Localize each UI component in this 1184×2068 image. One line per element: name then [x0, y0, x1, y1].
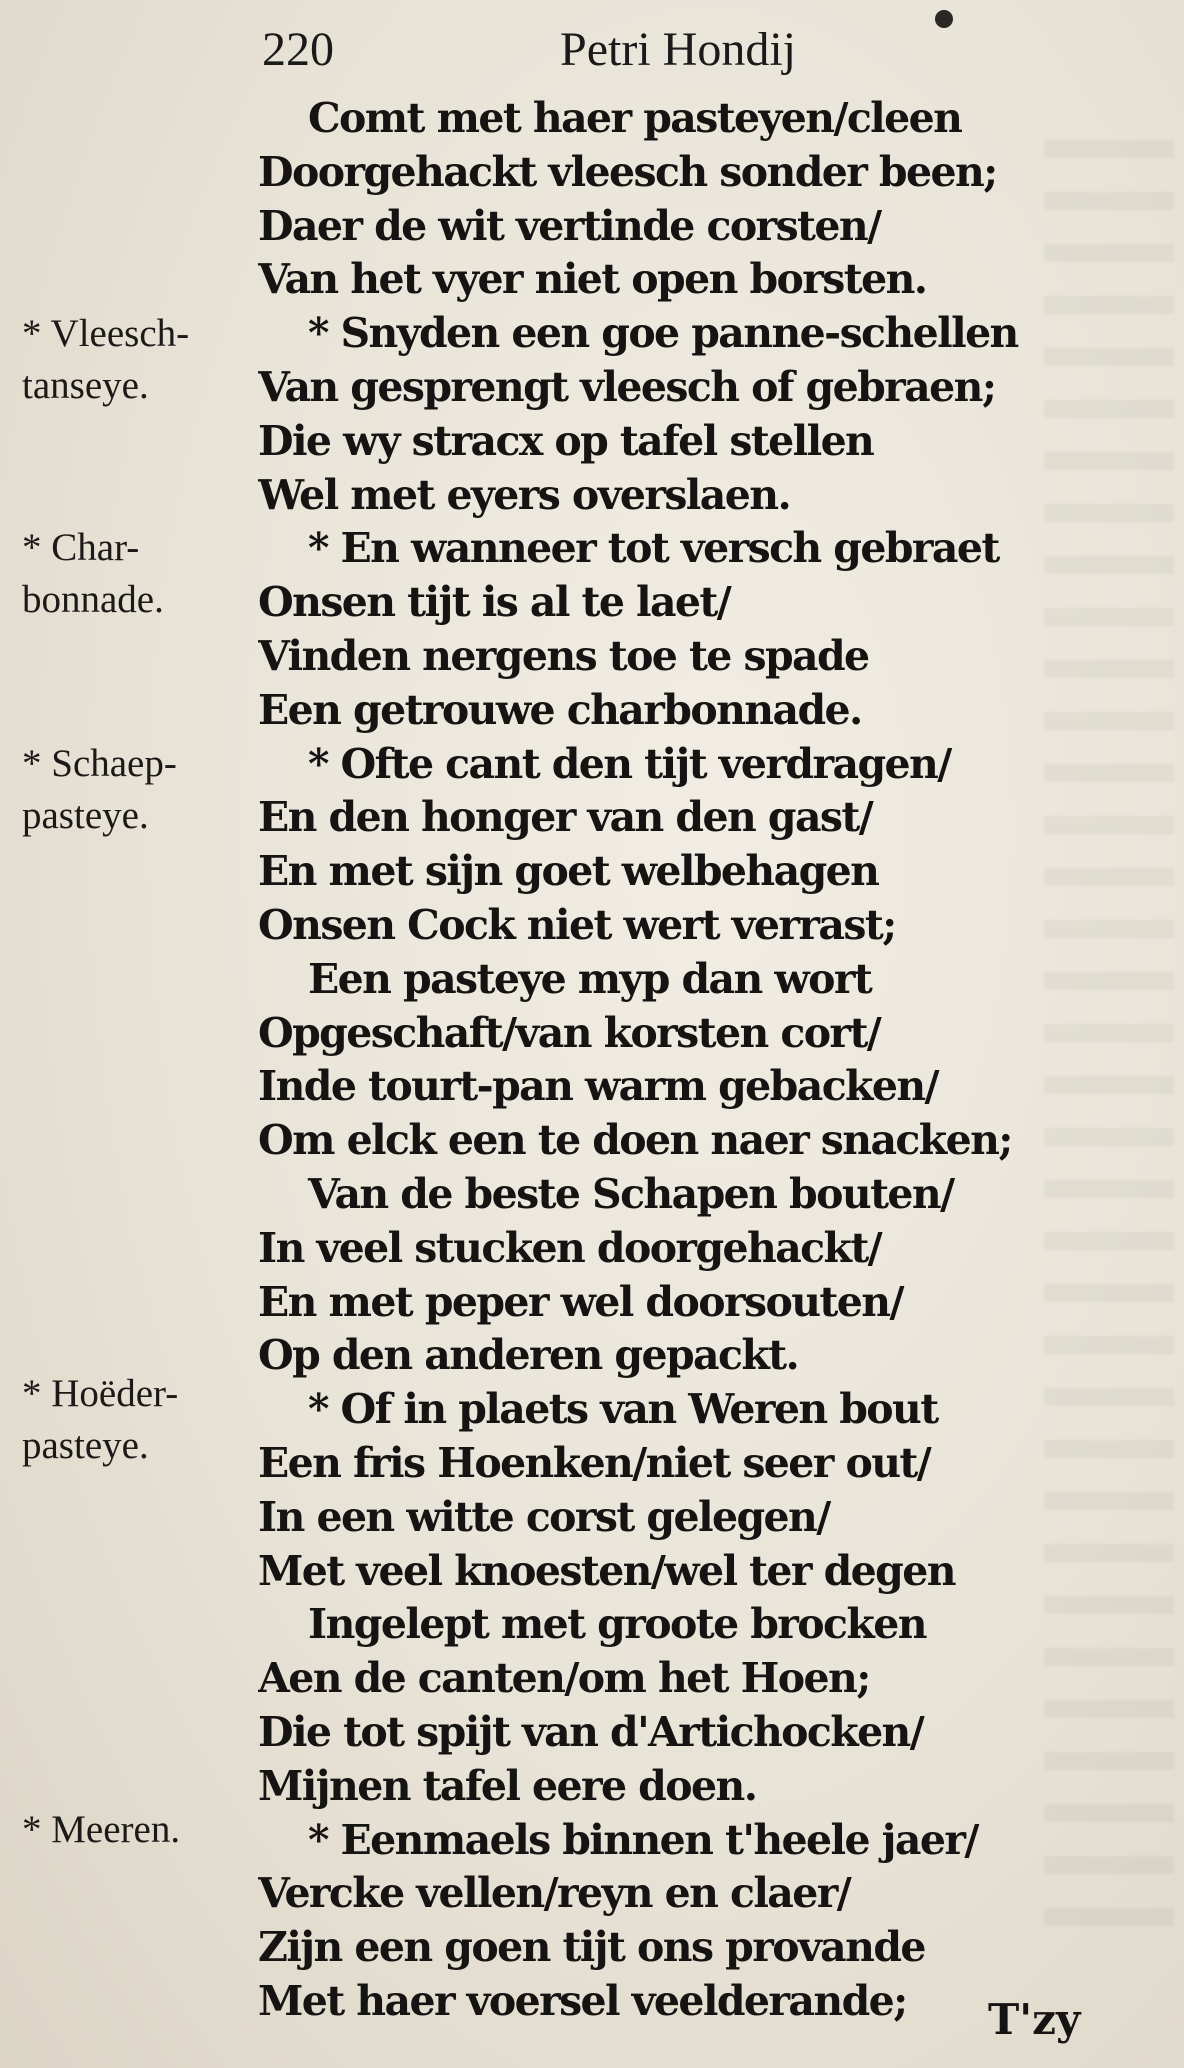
- verse-line: En den honger van den gast/: [258, 793, 873, 842]
- margin-note-line: bonnade.: [22, 578, 164, 621]
- catchword: T'zy: [988, 1995, 1081, 2044]
- verse-line: En met peper wel doorsouten/: [258, 1277, 903, 1326]
- verse-line: Ingelept met groote brocken: [308, 1600, 926, 1649]
- verse-line: Op den anderen gepackt.: [258, 1331, 799, 1380]
- verse-line: Van het vyer niet open borsten.: [258, 255, 927, 304]
- verse-line: In een witte corst gelegen/: [258, 1492, 830, 1541]
- running-head: Petri Hondij: [560, 23, 796, 76]
- verse-line: Vinden nergens toe te spade: [258, 631, 869, 680]
- verse-line: En met sijn goet welbehagen: [258, 847, 879, 896]
- margin-note-line: * Meeren.: [22, 1808, 181, 1851]
- verse-line: Een fris Hoenken/niet seer out/: [258, 1438, 931, 1487]
- verse-body: [258, 92, 1088, 2029]
- verse-line: Vercke vellen/reyn en claer/: [258, 1869, 851, 1918]
- margin-note-meeren: [22, 1804, 247, 1856]
- margin-note-line: * Vleesch-: [22, 312, 190, 355]
- verse-line: Van gesprengt vleesch of gebraen;: [258, 362, 996, 411]
- verse-line: Daer de wit vertinde corsten/: [258, 201, 881, 250]
- margin-note-line: pasteye.: [22, 1424, 149, 1467]
- verse-line: Inde tourt-pan warm gebacken/: [258, 1062, 938, 1111]
- page-header: [262, 20, 944, 80]
- verse-line: Die wy stracx op tafel stellen: [258, 416, 874, 465]
- verse-line: Die tot spijt van d'Artichocken/: [258, 1707, 924, 1756]
- margin-note-line: * Schaep-: [22, 742, 177, 785]
- verse-line: * En wanneer tot versch gebraet: [308, 524, 999, 573]
- verse-line: Onsen Cock niet wert verrast;: [258, 900, 896, 949]
- verse-line: Doorgehackt vleesch sonder been;: [258, 147, 997, 196]
- margin-note-charbonnade: [22, 522, 247, 626]
- verse-line: * Snyden een goe panne-schellen: [308, 309, 1018, 358]
- verse-line: Onsen tijt is al te laet/: [258, 578, 731, 627]
- margin-note-vleeschtanseye: [22, 308, 247, 412]
- paper-hole: [935, 10, 953, 28]
- page-number: 220: [262, 23, 334, 76]
- verse-line: Van de beste Schapen bouten/: [308, 1169, 954, 1218]
- verse-line: Een pasteye myp dan wort: [308, 954, 872, 1003]
- verse-line: * Ofte cant den tijt verdragen/: [308, 739, 951, 788]
- margin-note-line: * Char-: [22, 526, 140, 569]
- verse-line: Zijn een goen tijt ons provande: [258, 1923, 925, 1972]
- margin-note-hoederpasteye: [22, 1368, 247, 1472]
- verse-line: Comt met haer pasteyen/cleen: [308, 94, 962, 142]
- verse-line: Mijnen tafel eere doen.: [258, 1761, 757, 1810]
- margin-note-schaeppasteye: [22, 738, 247, 842]
- margin-note-line: tanseye.: [22, 364, 149, 407]
- verse-line: Wel met eyers overslaen.: [258, 470, 791, 519]
- margin-note-line: * Hoëder-: [22, 1372, 179, 1415]
- verse-line: Om elck een te doen naer snacken;: [258, 1116, 1012, 1165]
- verse-line: Met haer voersel veelderande;: [258, 1976, 907, 2025]
- verse-line: Aen de canten/om het Hoen;: [258, 1654, 870, 1703]
- verse-line: Een getrouwe charbonnade.: [258, 685, 862, 734]
- verse-line: * Eenmaels binnen t'heele jaer/: [308, 1815, 978, 1864]
- verse-line: Opgeschaft/van korsten cort/: [258, 1008, 881, 1057]
- margin-note-line: pasteye.: [22, 794, 149, 837]
- verse-line: In veel stucken doorgehackt/: [258, 1223, 882, 1272]
- verse-line: Met veel knoesten/wel ter degen: [258, 1546, 955, 1595]
- verse-line: * Of in plaets van Weren bout: [308, 1385, 938, 1434]
